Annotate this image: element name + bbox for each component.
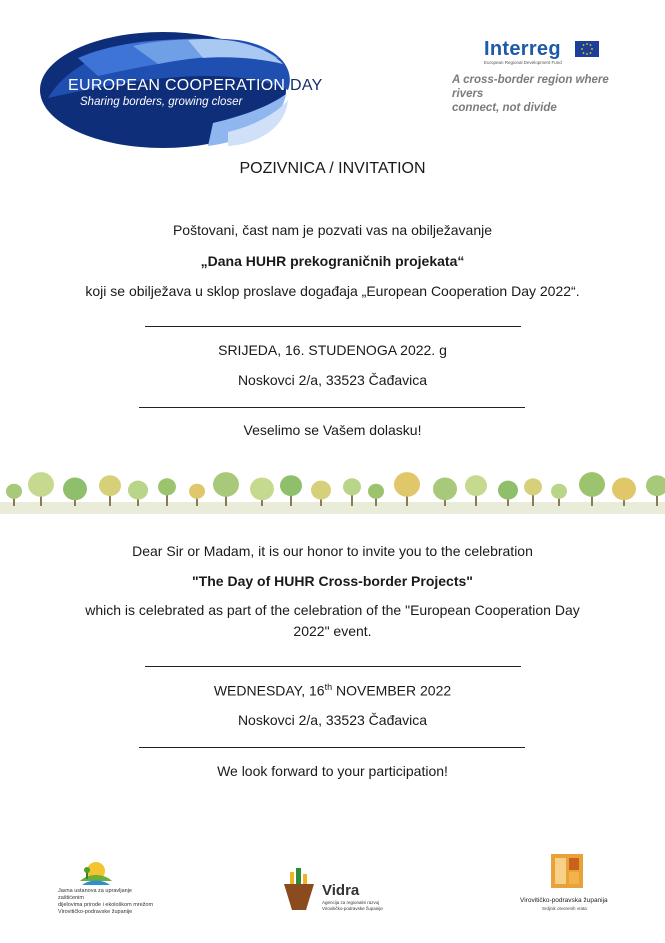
interreg-tagline-line2: connect, not divide [452,102,557,114]
tree-illustration-band [0,462,665,514]
tree-crown [368,484,384,499]
tree-crown [63,478,87,501]
tree-trunk [351,495,353,506]
ecd-logo-title [68,77,323,95]
en-intro: Dear Sir or Madam, it is our honor to invite you to the celebration [132,543,533,559]
tree-crown [579,472,605,497]
hr-closing: Veselimo se Vašem dolasku! [243,422,422,438]
divider [145,666,521,667]
tree-trunk [196,498,198,506]
hr-intro: Poštovani, čast nam je pozvati vas na obilježavanje [172,222,493,238]
county-coat-of-arms-icon [551,854,583,888]
interreg-fund-text: European Regional Development Fund [484,60,562,65]
tree-trunk [166,495,168,506]
tree-trunk [475,495,477,506]
interreg-tagline [452,73,642,115]
tree-crown [158,478,176,495]
en-address: Noskovci 2/a, 33523 Čađavica [237,712,428,728]
interreg-logo-name: Interreg [484,38,561,60]
en-closing: We look forward to your participation! [217,763,448,779]
en-date [0,682,665,699]
tree-crown [28,472,54,497]
divider [145,326,521,327]
tree-crown [213,472,239,497]
tree-trunk [532,495,534,506]
tree-trunk [656,495,658,506]
hr-context: koji se obilježava u sklop proslave događaja „European Cooperation Day 2022“. [85,283,580,299]
tree-trunk [290,495,292,506]
eu-flag-icon [575,41,599,57]
tree-crown [280,475,302,496]
partner1-line: Virovitičko-podravske županije [58,909,133,915]
ecd-logo-title-part1: EUROPEAN COOPERATION [68,77,286,94]
tree-crown [128,481,148,500]
county-subtitle: Srdjnik otvorenih vrata [542,906,587,911]
ecd-logo-slogan: Sharing borders, growing closer [80,96,243,108]
tree-crown [394,472,420,497]
interreg-tagline-line1: A cross-border region where rivers [452,74,609,100]
ecd-logo-title-part2: DAY [290,77,323,94]
en-context-line1: which is celebrated as part of the celebration of the "European Cooperation Day [85,602,580,618]
tree-crown [465,475,487,496]
partner1-line: Javna ustanova za upravljanje zaštićenim [58,888,132,901]
tree-crown [498,481,518,500]
tree-trunk [109,495,111,506]
tree-trunk [558,498,560,506]
tree-crown [311,481,331,500]
tree-crown [99,475,121,496]
tree-crown [250,478,274,501]
tree-crown [551,484,567,499]
tree-crown [612,478,636,501]
hr-address: Noskovci 2/a, 33523 Čađavica [237,372,428,388]
vidra-logo-icon [282,866,316,912]
tree-crown [189,484,205,499]
hr-event-name: „Dana HUHR prekograničnih projekata“ [200,253,465,269]
vidra-subtitle [322,900,412,911]
tree-trunk [375,498,377,506]
invitation-title: POZIVNICA / INVITATION [239,160,426,177]
hr-date: SRIJEDA, 16. STUDENOGA 2022. g [218,342,447,358]
vidra-subtitle-line: Virovitičko-podravske županije [322,905,383,911]
divider [139,407,525,408]
en-date-sup: th [324,682,333,692]
en-date-prefix: WEDNESDAY, 16 [213,682,325,699]
partner1-text [58,888,158,916]
tree-crown [524,478,542,495]
partner1-line: dijelovima prirode i ekološkom mrežom [58,902,154,908]
en-context-line2: 2022" event. [293,623,372,639]
tree-crown [343,478,361,495]
tree-crown [433,478,457,501]
county-name: Virovitičko-podravska županija [520,897,608,904]
tree-crown [6,484,22,499]
tree-trunk [13,498,15,506]
vidra-subtitle-line: Agencija za regionalni razvoj [322,900,380,905]
divider [139,747,525,748]
en-event-name: "The Day of HUHR Cross-border Projects" [192,573,473,589]
en-date-suffix: NOVEMBER 2022 [332,682,452,699]
vidra-name: Vidra [322,882,360,899]
javna-ustanova-logo-icon [78,859,114,887]
